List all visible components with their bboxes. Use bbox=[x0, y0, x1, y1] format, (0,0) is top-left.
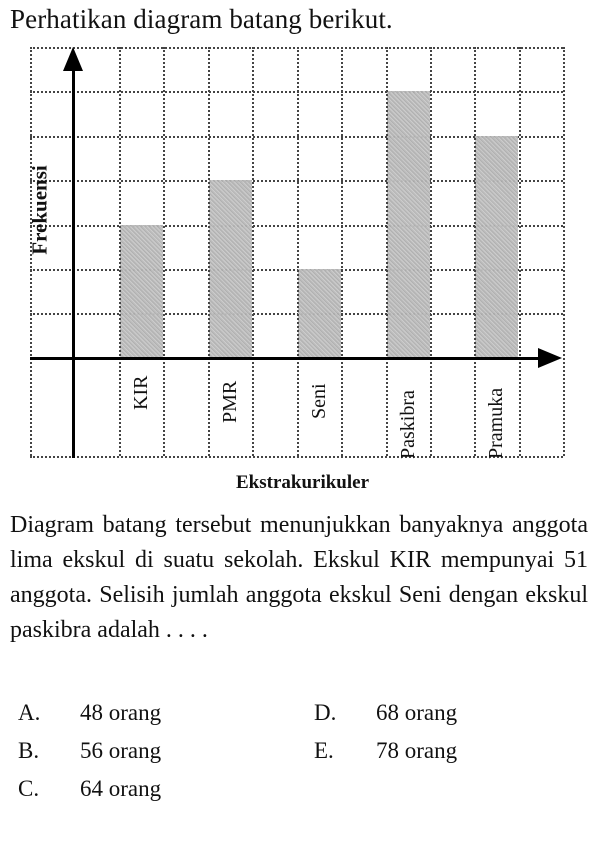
grid-line bbox=[563, 47, 565, 456]
option-letter: B. bbox=[18, 738, 40, 763]
category-label-paskibra: Paskibra bbox=[397, 390, 419, 459]
bar-seni bbox=[298, 269, 341, 358]
grid-line bbox=[474, 47, 476, 456]
bar-pmr bbox=[209, 180, 252, 358]
category-label-pramuka: Pramuka bbox=[485, 387, 507, 459]
y-axis-arrow-icon bbox=[63, 47, 83, 71]
option-letter: E. bbox=[314, 738, 334, 763]
option-letter: C. bbox=[18, 776, 40, 801]
grid-line bbox=[30, 456, 563, 458]
grid-line bbox=[119, 47, 121, 456]
grid-line bbox=[208, 47, 210, 456]
grid-line bbox=[519, 47, 521, 456]
bar-pramuka bbox=[475, 136, 518, 358]
option-text: 48 orang bbox=[80, 700, 162, 725]
option-d[interactable] bbox=[314, 700, 457, 726]
grid-line bbox=[163, 47, 165, 456]
option-b[interactable] bbox=[18, 738, 161, 764]
x-axis-label: Ekstrakurikuler bbox=[236, 472, 370, 493]
x-axis bbox=[30, 357, 548, 360]
grid-line bbox=[341, 47, 343, 456]
category-label-pmr: PMR bbox=[219, 380, 241, 423]
option-c[interactable] bbox=[18, 776, 161, 802]
option-letter: A. bbox=[18, 700, 41, 725]
option-letter: D. bbox=[314, 700, 337, 725]
grid-line bbox=[297, 47, 299, 456]
x-axis-arrow-icon bbox=[538, 348, 562, 368]
page-title: Perhatikan diagram batang berikut. bbox=[10, 4, 393, 34]
question-text: Diagram batang tersebut menunjukkan banyaknya anggota lima ekskul di suatu sekolah. Ekskul KIR mempunyai 51 anggota. Selisih jumlah anggota ekskul Seni dengan ekskul paskibra adalah . . . . bbox=[10, 512, 588, 643]
grid-line bbox=[430, 47, 432, 456]
option-text: 64 orang bbox=[80, 776, 162, 801]
grid-line bbox=[386, 47, 388, 456]
category-label-kir: KIR bbox=[130, 375, 152, 410]
option-a[interactable] bbox=[18, 700, 161, 726]
y-axis bbox=[72, 58, 75, 458]
option-text: 68 orang bbox=[376, 700, 458, 725]
bar-paskibra bbox=[387, 91, 430, 358]
option-e[interactable] bbox=[314, 738, 457, 764]
bar-kir bbox=[120, 225, 163, 358]
category-label-seni: Seni bbox=[308, 383, 330, 419]
option-text: 78 orang bbox=[376, 738, 458, 763]
grid-line bbox=[252, 47, 254, 456]
option-text: 56 orang bbox=[80, 738, 162, 763]
y-axis-label: Frekuensi bbox=[27, 165, 52, 255]
